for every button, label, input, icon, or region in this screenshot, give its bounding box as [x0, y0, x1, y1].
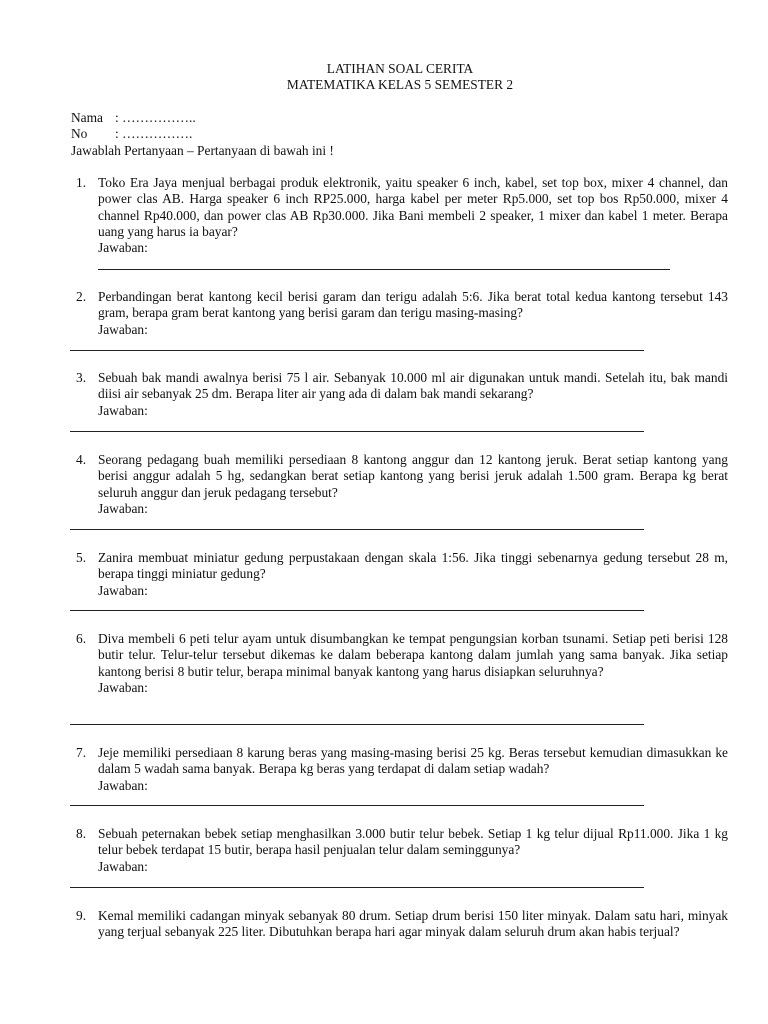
question-8 [76, 826, 728, 875]
question-number: 6. [76, 631, 87, 646]
answer-label: Jawaban: [98, 321, 148, 337]
question-text: Perbandingan berat kantong kecil berisi garam dan terigu adalah 5:6. Jika berat total kedua kantong tersebut 143 gram, berapa gram berat kantong yang berisi garam dan terigu masing-masing? [98, 289, 728, 321]
answer-label: Jawaban: [98, 858, 148, 874]
answer-label: Jawaban: [98, 402, 148, 418]
answer-line [70, 350, 644, 351]
answer-line [70, 724, 644, 725]
question-number: 1. [76, 175, 87, 190]
question-text: Seorang pedagang buah memiliki persediaan 8 kantong anggur dan 12 kantong jeruk. Berat setiap kantong yang berisi anggur adalah 5 hg, sedangkan berat setiap kantong yang berisi jeruk adalah 1.500 gram. Berapa kg berat seluruh anggur dan jeruk pedagang tersebut? [98, 452, 728, 500]
question-9 [76, 908, 728, 941]
number-field [71, 126, 192, 142]
question-7 [76, 745, 728, 794]
question-number: 5. [76, 550, 87, 565]
answer-label: Jawaban: [98, 240, 148, 256]
answer-line [70, 529, 644, 530]
question-text: Toko Era Jaya menjual berbagai produk elektronik, yaitu speaker 6 inch, kabel, set top box, mixer 4 channel, dan power clas AB. Harga speaker 6 inch RP25.000, harga kabel per meter Rp5.000, set top bos Rp50.000, mixer 4 channel Rp40.000, dan power clas AB Rp30.000. Jika Bani membeli 2 speaker, 1 mixer dan kabel 1 meter. Berapa uang yang harus ia bayar? [98, 175, 728, 239]
name-field [71, 110, 196, 126]
question-number: 4. [76, 452, 87, 467]
answer-line [70, 610, 644, 611]
number-label: No [71, 126, 88, 141]
worksheet-title: LATIHAN SOAL CERITA [326, 61, 474, 76]
question-1 [76, 175, 728, 256]
answer-label: Jawaban: [98, 777, 148, 793]
number-blank: : ……………. [115, 126, 193, 141]
question-text: Sebuah peternakan bebek setiap menghasilkan 3.000 butir telur bebek. Setiap 1 kg telur dijual Rp11.000. Jika 1 kg telur bebek terdapat 15 butir, berapa hasil penjualan telur dalam seminggunya? [98, 826, 728, 858]
answer-line [98, 269, 670, 270]
answer-label: Jawaban: [98, 582, 148, 598]
question-4 [76, 452, 728, 517]
question-5 [76, 550, 728, 599]
question-text: Zanira membuat miniatur gedung perpustakaan dengan skala 1:56. Jika tinggi sebenarnya gedung tersebut 28 m, berapa tinggi miniatur gedung? [98, 550, 728, 582]
question-2 [76, 289, 728, 338]
question-number: 9. [76, 908, 87, 923]
worksheet-subtitle: MATEMATIKA KELAS 5 SEMESTER 2 [286, 77, 514, 92]
question-text: Kemal memiliki cadangan minyak sebanyak 80 drum. Setiap drum berisi 150 liter minyak. Dalam satu hari, minyak yang terjual sebanyak 225 liter. Dibutuhkan berapa hari agar minyak dalam seluruh drum akan habis terjual? [98, 908, 728, 940]
answer-line [70, 887, 644, 888]
question-number: 3. [76, 370, 87, 385]
question-number: 8. [76, 826, 87, 841]
answer-label: Jawaban: [98, 679, 148, 695]
question-6 [76, 631, 728, 696]
question-text: Sebuah bak mandi awalnya berisi 75 l air. Sebanyak 10.000 ml air digunakan untuk mandi. Setelah itu, bak mandi diisi air sebanyak 25 dm. Berapa liter air yang ada di dalam bak mandi sekarang? [98, 370, 728, 402]
answer-label: Jawaban: [98, 500, 148, 516]
answer-line [70, 805, 644, 806]
name-blank: : …………….. [115, 110, 196, 125]
question-text: Jeje memiliki persediaan 8 karung beras yang masing-masing berisi 25 kg. Beras tersebut kemudian dimasukkan ke dalam 5 wadah sama banyak. Berapa kg beras yang terdapat di dalam setiap wadah? [98, 745, 728, 777]
instruction-text: Jawablah Pertanyaan – Pertanyaan di bawah ini ! [71, 143, 334, 158]
question-number: 2. [76, 289, 87, 304]
question-number: 7. [76, 745, 87, 760]
question-3 [76, 370, 728, 419]
answer-line [70, 431, 644, 432]
name-label: Nama [71, 110, 103, 125]
question-text: Diva membeli 6 peti telur ayam untuk disumbangkan ke tempat pengungsian korban tsunami. Setiap peti berisi 128 butir telur. Telur-telur tersebut dikemas ke dalam beberapa kantong dalam jumlah yang sama banyak. Jika setiap kantong berisi 8 butir telur, berapa minimal banyak kantong yang harus disiapkan seluruhnya? [98, 631, 728, 679]
